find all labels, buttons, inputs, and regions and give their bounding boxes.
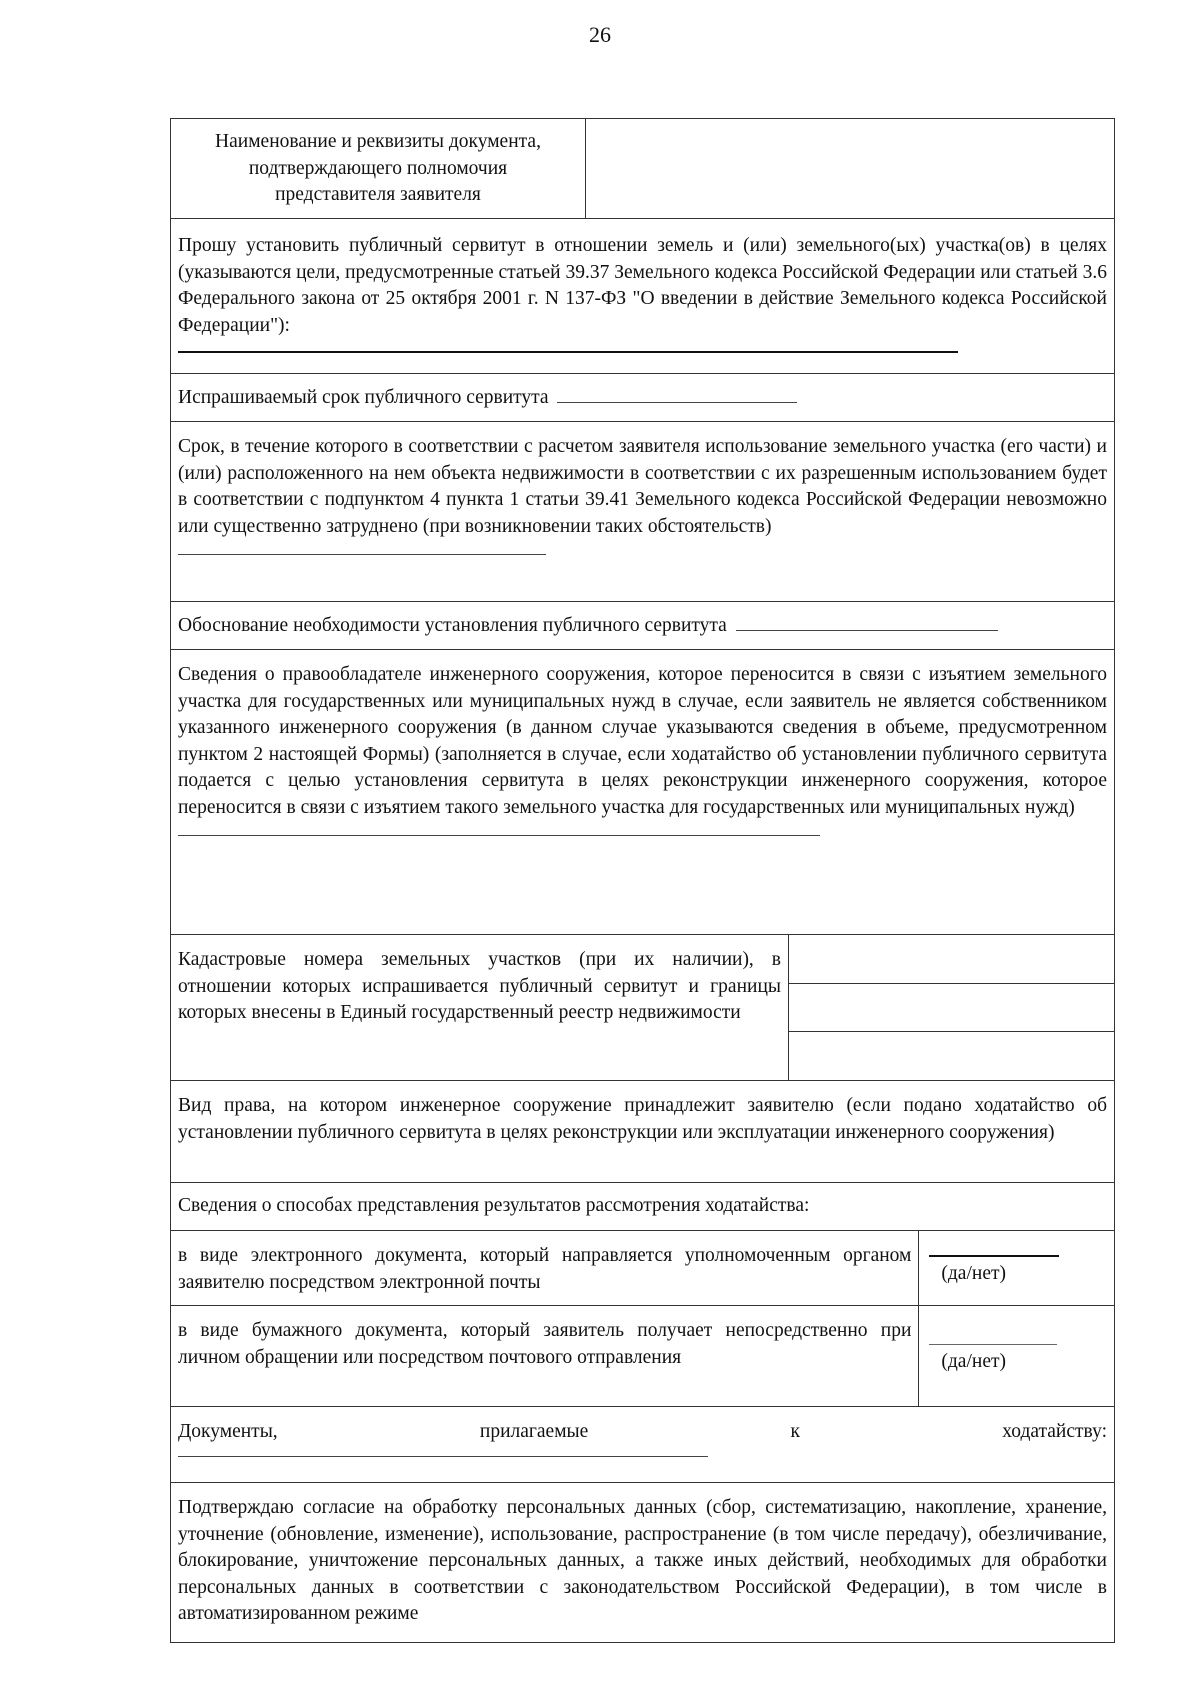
servitude-term-field[interactable] — [557, 384, 797, 403]
row-attachments — [171, 1407, 1114, 1483]
cadastral-label — [171, 935, 789, 1080]
row-impossible-use-term — [171, 422, 1114, 602]
paper-answer[interactable] — [919, 1306, 1114, 1406]
page-number: 26 — [589, 22, 611, 47]
consent-text: Подтверждаю согласие на обработку персональных данных (сбор, систематизацию, накопление, хранение, уточнение (обновление, изменение), использование, распространение (в том числе передачу), обезличивание, блокирование, уничтожение персональных данных, а также иных действий, необходимых для обработки персональных данных в соответствии с законодательством Российской Федерации), в том числе в автоматизированном режиме — [178, 1497, 1107, 1624]
request-purpose-text: Прошу установить публичный сервитут в отношении земель и (или) земельного(ых) участка(ов) в целях (указываются цели, предусмотренные статьей 39.37 Земельного кодекса Российской Федерации или статьей 3.6 Федерального закона от 25 октября 2001 г. N 137-ФЗ "О введении в действие Земельного кодекса Российской Федерации"): — [178, 235, 1107, 336]
representative-document-field[interactable] — [586, 119, 1114, 218]
electronic-delivery-text: в виде электронного документа, который направляется уполномоченным органом заявителю посредством электронной почты — [171, 1231, 919, 1305]
row-engineering-owner — [171, 650, 1114, 935]
row-paper-delivery — [171, 1306, 1114, 1407]
paper-answer-label: (да/нет) — [941, 1351, 1006, 1372]
label-line: подтверждающего полномочия — [248, 157, 508, 179]
row-cadastral-numbers — [171, 935, 1114, 1081]
representative-document-label — [171, 119, 586, 218]
row-electronic-delivery — [171, 1231, 1114, 1306]
impossible-use-text: Срок, в течение которого в соответствии с расчетом заявителя использование земельного участка (его части) и (или) расположенного на нем объекта недвижимости в соответствии с их разрешенным использованием будет в соответствии с подпунктом 4 пункта 1 статьи 39.41 Земельного кодекса Российской Федерации невозможно или существенно затруднено (при возникновении таких обстоятельств) — [178, 436, 1107, 537]
justification-label: Обоснование необходимости установления публичного сервитута — [178, 615, 727, 636]
engineering-owner-text: Сведения о правообладателе инженерного сооружения, которое переносится в связи с изъятием земельного участка для государственных или муниципальных нужд в случае, если заявитель не является собственником указанного инженерного сооружения (в данном случае указываются сведения в объеме, предусмотренном пунктом 2 настоящей Формы) (заполняется в случае, если ходатайство об установлении публичного сервитута подается с целью установления сервитута в целях реконструкции инженерного сооружения, которое переносится в связи с изъятием такого земельного участка для государственных или муниципальных нужд) — [178, 664, 1107, 818]
paper-answer-line[interactable] — [929, 1306, 1057, 1345]
label-line: Наименование и реквизиты документа, — [215, 131, 541, 152]
impossible-use-fill-line[interactable] — [178, 554, 546, 555]
cadastral-text: Кадастровые номера земельных участков (при их наличии), в отношении которых испрашивается публичный сервитут и границы которых внесены в Единый государственный реестр недвижимости — [178, 949, 781, 1023]
cadastral-number-field[interactable] — [789, 935, 1114, 984]
electronic-answer-label: (да/нет) — [941, 1263, 1006, 1284]
electronic-answer-line[interactable] — [929, 1245, 1059, 1257]
row-justification — [171, 602, 1114, 650]
result-methods-heading: Сведения о способах представления результатов рассмотрения ходатайства: — [178, 1195, 810, 1216]
row-servitude-term — [171, 374, 1114, 422]
cadastral-number-cells — [789, 935, 1114, 1080]
servitude-term-label: Испрашиваемый срок публичного сервитута — [178, 387, 549, 408]
cadastral-number-field[interactable] — [789, 984, 1114, 1033]
servitude-application-form — [170, 118, 1115, 1643]
row-consent — [171, 1483, 1114, 1642]
electronic-answer[interactable] — [919, 1231, 1114, 1305]
purpose-fill-line[interactable] — [178, 351, 958, 353]
label-line: представителя заявителя — [275, 184, 481, 205]
justification-field[interactable] — [736, 612, 998, 631]
row-request-purpose — [171, 219, 1114, 374]
row-representative-document — [171, 119, 1114, 219]
right-type-text: Вид права, на котором инженерное сооружение принадлежит заявителю (если подано ходатайство об установлении публичного сервитута в целях реконструкции или эксплуатации инженерного сооружения) — [178, 1095, 1107, 1143]
cadastral-number-field[interactable] — [789, 1032, 1114, 1080]
engineering-owner-fill-line[interactable] — [178, 835, 820, 836]
row-right-type — [171, 1081, 1114, 1183]
attachments-label: Документы, прилагаемые к ходатайству: — [178, 1421, 1107, 1442]
row-result-methods — [171, 1183, 1114, 1231]
attachments-fill-line[interactable] — [178, 1456, 708, 1457]
paper-delivery-text: в виде бумажного документа, который заявитель получает непосредственно при личном обращении или посредством почтового отправления — [171, 1306, 919, 1406]
